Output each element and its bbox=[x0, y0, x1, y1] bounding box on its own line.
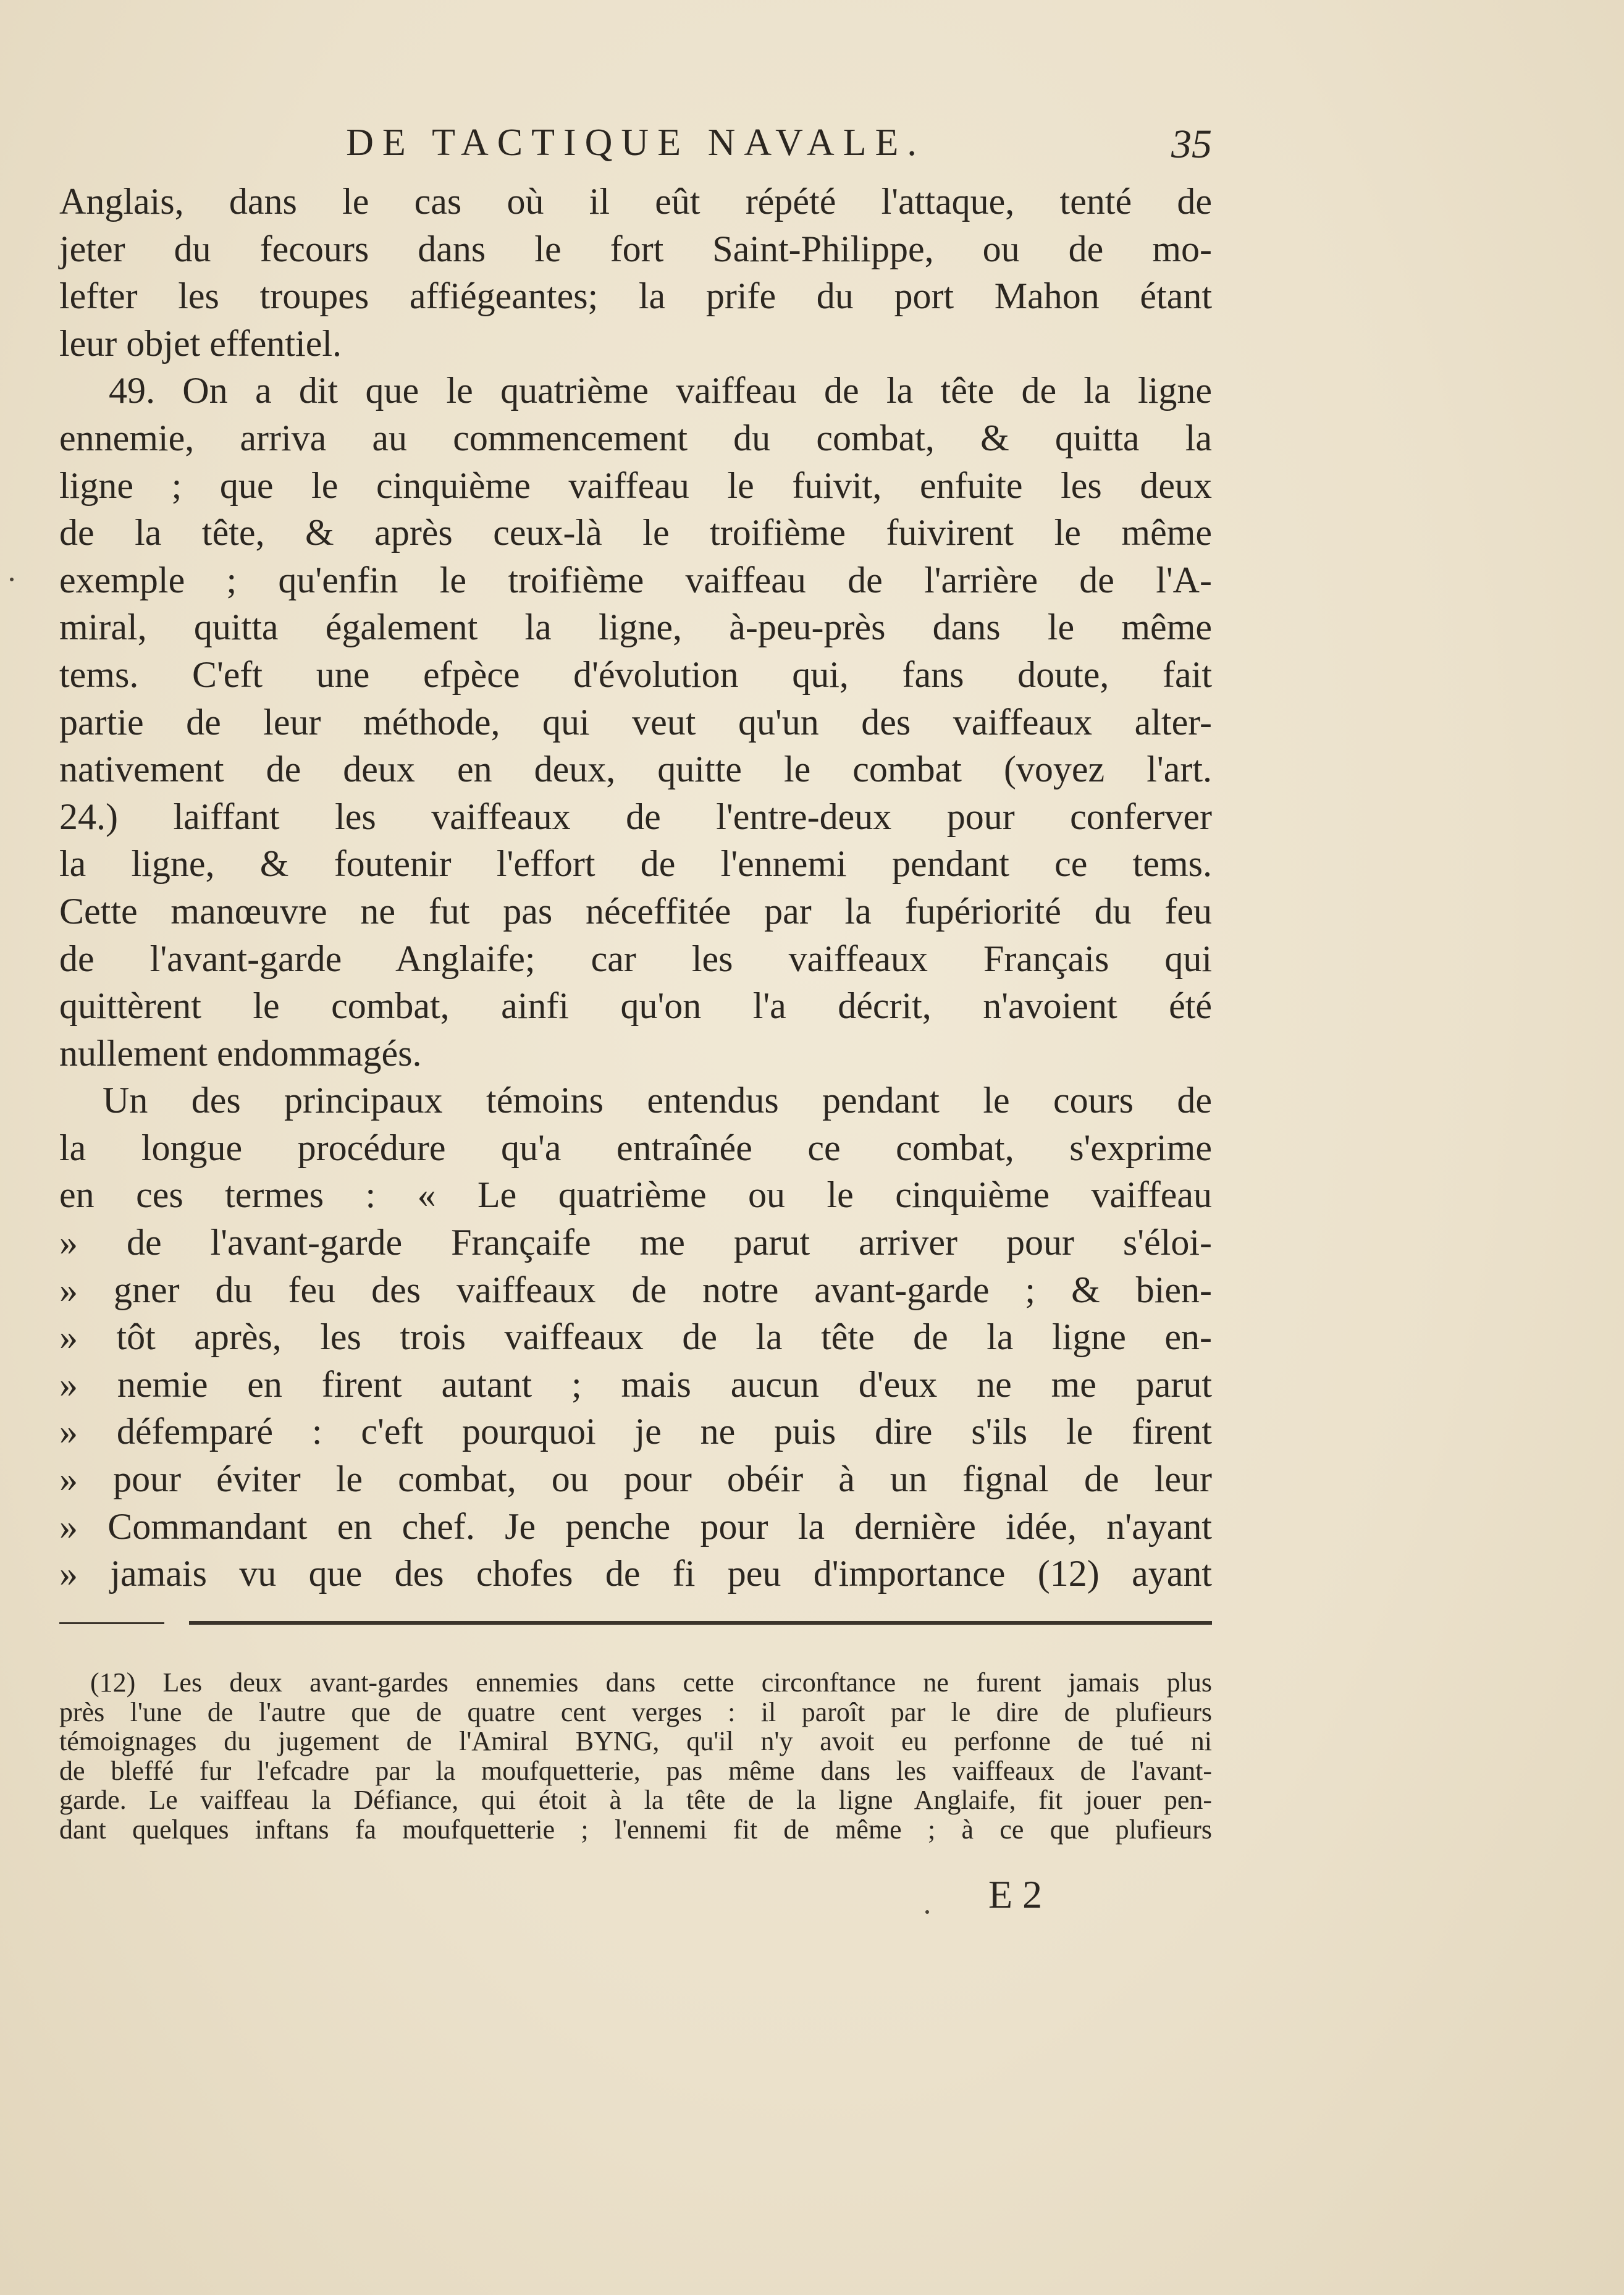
quote-line: » jamais vu que des chofes de fi peu d'importance (12) ayant bbox=[59, 1553, 1212, 1594]
separator-rule-short bbox=[59, 1622, 164, 1624]
running-title: DE TACTIQUE NAVALE. bbox=[346, 122, 925, 164]
text-line: Cette manœuvre ne fut pas néceffitée par la fupériorité du feu bbox=[59, 890, 1212, 932]
page-number: 35 bbox=[1171, 122, 1212, 167]
text-line: miral, quitta également la ligne, à-peu-près dans le même bbox=[59, 607, 1212, 648]
quote-line: » nemie en firent autant ; mais aucun d'eux ne me parut bbox=[59, 1363, 1212, 1405]
text-line: lefter les troupes affiégeantes; la prife du port Mahon étant bbox=[59, 276, 1212, 317]
text-line: de l'avant-garde Anglaife; car les vaiffeaux Français qui bbox=[59, 938, 1212, 979]
body-text bbox=[59, 178, 1212, 1598]
footnote-line: garde. Le vaiffeau la Défiance, qui étoit à la tête de la ligne Anglaife, fit jouer pen- bbox=[59, 1785, 1212, 1815]
ink-speck bbox=[925, 1910, 929, 1914]
paragraph-49-start: 49. On a dit que le quatrième vaiffeau de la tête de la ligne bbox=[109, 370, 1212, 411]
text-line: nativement de deux en deux, quitte le combat (voyez l'art. bbox=[59, 749, 1212, 790]
page-header bbox=[59, 121, 1212, 177]
text-line: de la tête, & après ceux-là le troifième fuivirent le même bbox=[59, 512, 1212, 554]
ink-speck bbox=[10, 578, 14, 581]
text-line: jeter du fecours dans le fort Saint-Philippe, ou de mo- bbox=[59, 228, 1212, 269]
separator-rule-long bbox=[189, 1621, 1212, 1625]
text-line: partie de leur méthode, qui veut qu'un des vaiffeaux alter- bbox=[59, 701, 1212, 743]
paragraph-start: Un des principaux témoins entendus pendant le cours de bbox=[103, 1080, 1212, 1121]
quote-line: » défemparé : c'eft pourquoi je ne puis dire s'ils le firent bbox=[59, 1411, 1212, 1452]
text-line: ennemie, arriva au commencement du combat, & quitta la bbox=[59, 417, 1212, 458]
signature-mark: E 2 bbox=[988, 1872, 1043, 1916]
footnote-line: dant quelques inftans fa moufquetterie ; l'ennemi fit de même ; à ce que plufieurs bbox=[59, 1814, 1212, 1845]
text-line: nullement endommagés. bbox=[59, 1032, 422, 1074]
footnote-line: témoignages du jugement de l'Amiral BYNG, qu'il n'y avoit eu perfonne de tué ni bbox=[59, 1726, 1212, 1756]
text-line: exemple ; qu'enfin le troifième vaiffeau de l'arrière de l'A- bbox=[59, 559, 1212, 600]
quote-line: » tôt après, les trois vaiffeaux de la tête de la ligne en- bbox=[59, 1316, 1212, 1358]
footnote bbox=[59, 1668, 1212, 1844]
text-line: 24.) laiffant les vaiffeaux de l'entre-deux pour conferver bbox=[59, 796, 1212, 837]
text-line: leur objet effentiel. bbox=[59, 322, 342, 364]
quote-line: » Commandant en chef. Je penche pour la dernière idée, n'ayant bbox=[59, 1505, 1212, 1547]
quote-line: » gner du feu des vaiffeaux de notre avant-garde ; & bien- bbox=[59, 1269, 1212, 1310]
footnote-line: de bleffé fur l'efcadre par la moufquetterie, pas même dans les vaiffeaux de l'avant- bbox=[59, 1755, 1212, 1786]
text-line: Anglais, dans le cas où il eût répété l'attaque, tenté de bbox=[59, 181, 1212, 222]
text-line: quittèrent le combat, ainfi qu'on l'a décrit, n'avoient été bbox=[59, 985, 1212, 1027]
quote-line: » pour éviter le combat, ou pour obéir à un fignal de leur bbox=[59, 1459, 1212, 1500]
text-line: la ligne, & foutenir l'effort de l'ennemi pendant ce tems. bbox=[59, 843, 1212, 885]
text-line: ligne ; que le cinquième vaiffeau le fuivit, enfuite les deux bbox=[59, 465, 1212, 506]
quote-line: » de l'avant-garde Françaife me parut arriver pour s'éloi- bbox=[59, 1222, 1212, 1263]
text-line: la longue procédure qu'a entraînée ce combat, s'exprime bbox=[59, 1127, 1212, 1168]
text-line: en ces termes : « Le quatrième ou le cinquième vaiffeau bbox=[59, 1174, 1212, 1216]
footnote-separator bbox=[59, 1619, 1212, 1625]
footnote-line: (12) Les deux avant-gardes ennemies dans cette circonftance ne furent jamais plus bbox=[90, 1667, 1212, 1698]
footnote-line: près l'une de l'autre que de quatre cent verges : il paroît par le dire de plufieurs bbox=[59, 1696, 1212, 1727]
text-line: tems. C'eft une efpèce d'évolution qui, fans doute, fait bbox=[59, 654, 1212, 695]
